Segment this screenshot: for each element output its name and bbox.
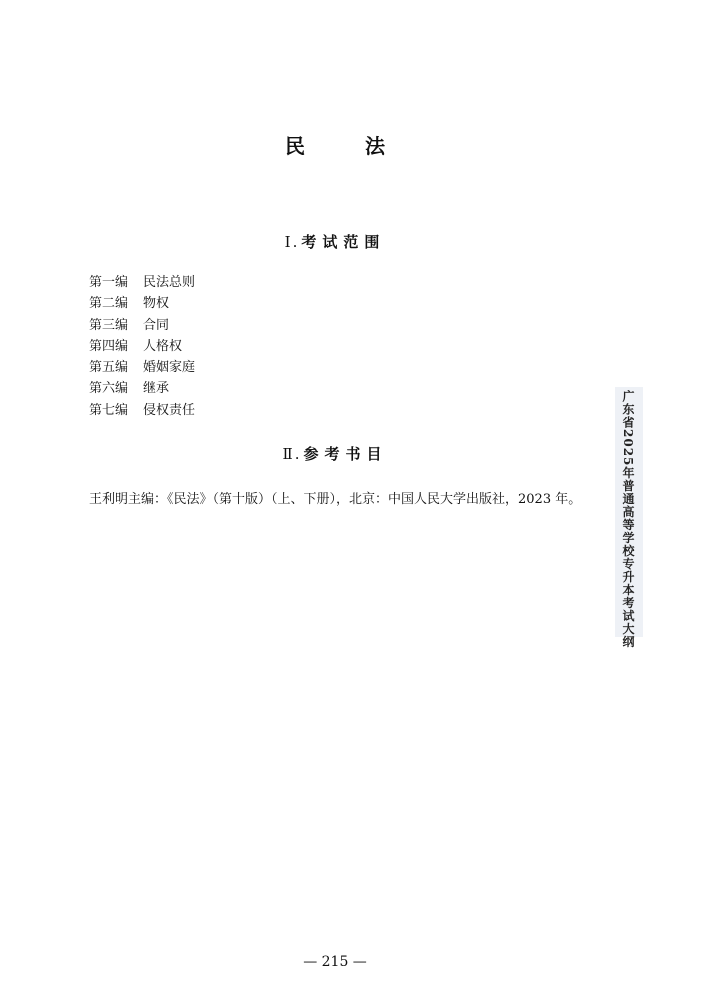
reference-entry: 王利明主编：《民法》（第十版）（上、下册），北京：中国人民大学出版社，2023 年。	[89, 492, 582, 507]
chapter-number: 第三编	[89, 317, 129, 333]
page-title-char-2: 法	[365, 134, 385, 158]
side-banner-text: 广东省2025年普通高等学校专升本考试大纲	[621, 390, 635, 649]
section-heading-references	[0, 443, 670, 464]
section-heading-text: 参考书目	[303, 445, 388, 463]
chapter-name: 侵权责任	[143, 402, 196, 418]
chapter-number: 第五编	[89, 360, 129, 376]
section-numeral: Ⅰ.	[284, 233, 300, 251]
chapter-list	[89, 272, 195, 421]
list-item	[89, 293, 195, 314]
chapter-number: 第六编	[89, 381, 129, 397]
chapter-number: 第二编	[89, 296, 129, 312]
list-item	[89, 400, 195, 421]
chapter-name: 继承	[143, 381, 170, 397]
list-item	[89, 315, 195, 336]
chapter-name: 人格权	[143, 338, 183, 354]
chapter-number: 第四编	[89, 338, 129, 354]
list-item	[89, 357, 195, 378]
chapter-name: 物权	[143, 296, 170, 312]
section-heading-text: 考试范围	[301, 233, 386, 251]
chapter-number: 第七编	[89, 402, 129, 418]
list-item	[89, 378, 195, 399]
chapter-name: 合同	[143, 317, 170, 333]
chapter-name: 民法总则	[143, 275, 196, 290]
section-numeral: Ⅱ.	[282, 445, 302, 463]
page-title	[0, 130, 670, 159]
section-heading-exam-scope	[0, 231, 670, 252]
page-number: — 215 —	[303, 954, 367, 970]
chapter-name: 婚姻家庭	[143, 360, 196, 376]
list-item	[89, 336, 195, 357]
page-title-char-1: 民	[285, 134, 305, 158]
chapter-number: 第一编	[89, 275, 129, 290]
list-item	[89, 272, 195, 293]
